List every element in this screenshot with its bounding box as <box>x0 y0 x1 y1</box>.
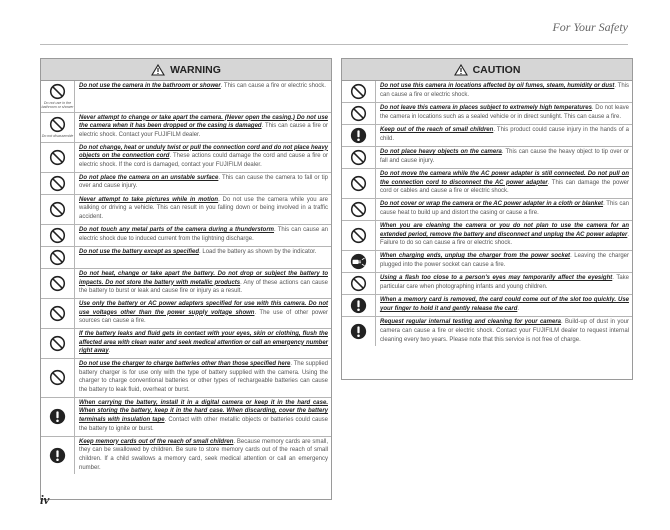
caution-row <box>342 317 632 346</box>
warning-emphasis: Never attempt to take pictures while in motion <box>79 196 219 203</box>
prohibition-icon <box>41 173 75 194</box>
caution-row <box>342 147 632 169</box>
caution-title-bar <box>342 59 632 81</box>
prohibition-icon <box>41 269 75 298</box>
header-rule <box>40 44 628 45</box>
caution-emphasis: Request regular internal testing and cleaning for your camera <box>380 319 561 326</box>
page-header-title: For Your Safety <box>552 20 628 34</box>
warning-text <box>75 299 331 328</box>
caution-text <box>376 147 632 168</box>
caution-body: . <box>517 305 520 312</box>
warning-text <box>75 329 331 358</box>
caution-triangle-icon <box>454 64 468 76</box>
warning-row <box>41 173 331 195</box>
warning-body: . This can cause a fire or electric shock. Contact your FUJIFILM dealer. <box>79 123 328 138</box>
warning-panel <box>40 58 332 500</box>
caution-emphasis: Do not cover or wrap the camera or the AC power adapter in a cloth or blanket <box>380 201 604 208</box>
caution-emphasis: Do not use this camera in locations affected by oil fumes, steam, humidity or dust <box>380 83 615 89</box>
prohibition-icon <box>342 103 376 124</box>
warning-body: . <box>108 348 111 355</box>
warning-body: . Any of these actions can cause the battery to burst or leak and cause fire or injury as a result. <box>79 279 328 295</box>
caution-text <box>376 221 632 250</box>
mandatory-action-icon <box>342 295 376 316</box>
mandatory-action-icon <box>41 437 75 475</box>
warning-emphasis: Do not use the battery except as specified <box>79 248 200 255</box>
caution-body: . Take particular care when photographing infants and young children. <box>380 275 630 290</box>
prohibition-icon <box>342 169 376 198</box>
warning-row <box>41 113 331 143</box>
caution-row <box>342 295 632 317</box>
warning-body: . This can cause a fire or electric shock. <box>220 83 326 89</box>
warning-rows <box>41 81 331 474</box>
warning-text <box>75 81 331 112</box>
icon-caption: Do not disassemble <box>41 134 74 138</box>
caution-row <box>342 199 632 221</box>
caution-body: . This can cause the heavy object to tip over or fall and cause injury. <box>380 149 629 164</box>
warning-title: WARNING <box>170 63 221 76</box>
caution-text <box>376 103 632 124</box>
caution-emphasis: When you are cleaning the camera or you do not plan to use the camera for an extended period, remove the battery and disconnect and unplug the AC power adapter <box>380 223 629 238</box>
prohibition-icon <box>41 113 75 142</box>
warning-body: . Because memory cards are small, they can be swallowed by children. Be sure to store memory cards out of the reach of small children. If a child swallows a memory card, seek medical attention or call an emergency number. <box>79 438 329 471</box>
prohibition-icon <box>342 81 376 102</box>
prohibition-icon <box>41 81 75 112</box>
caution-row <box>342 221 632 251</box>
caution-text <box>376 251 632 272</box>
prohibition-icon <box>342 273 376 294</box>
caution-text <box>376 125 632 146</box>
caution-body: . This can cause a fire or electric shock. <box>380 83 629 98</box>
caution-text <box>376 81 632 102</box>
warning-emphasis: Do not use the charger to charge batteries other than those specified here <box>79 361 291 367</box>
warning-body: . This can cause the camera to fall or tip over and cause injury. <box>79 174 328 190</box>
warning-row <box>41 143 331 173</box>
prohibition-icon <box>41 143 75 172</box>
warning-emphasis: Do not touch any metal parts of the camera during a thunderstorm <box>79 226 275 233</box>
caution-row <box>342 81 632 103</box>
warning-triangle-icon <box>151 64 165 76</box>
prohibition-icon <box>342 221 376 250</box>
caution-emphasis: Do not leave this camera in places subject to extremely high temperatures <box>380 105 592 111</box>
caution-text <box>376 169 632 198</box>
warning-body: . This can cause an electric shock due to induced current from the lightning discharge. <box>79 226 329 242</box>
warning-body: . The use of other power sources can cause a fire. <box>79 309 328 325</box>
warning-emphasis: When carrying the battery, install it in a digital camera or keep it in the hard case. When storing the battery, keep it in the hard case. When discarding, cover the battery terminals with insulation tape <box>79 399 328 424</box>
warning-body: . These actions could damage the cord and cause a fire or electric shock. If the cord is damaged, contact your FUJIFILM dealer. <box>79 153 328 169</box>
caution-row <box>342 103 632 125</box>
warning-text <box>75 398 331 436</box>
caution-text <box>376 295 632 316</box>
caution-emphasis: When charging ends, unplug the charger from the power socket <box>380 253 571 260</box>
warning-row <box>41 359 331 398</box>
warning-row <box>41 269 331 299</box>
prohibition-icon <box>41 359 75 397</box>
warning-text <box>75 143 331 172</box>
warning-body: . Load the battery as shown by the indicator. <box>199 248 317 255</box>
warning-emphasis: If the battery leaks and fluid gets in contact with your eyes, skin or clothing, flush the affected area with clean water and seek medical attention or call an emergency number right away <box>79 330 328 355</box>
warning-emphasis: Do not use the camera in the bathroom or shower <box>79 83 221 89</box>
warning-text <box>75 437 331 475</box>
warning-emphasis: Keep memory cards out of the reach of small children <box>79 438 234 445</box>
warning-row <box>41 329 331 359</box>
prohibition-icon <box>342 147 376 168</box>
warning-body: . Do not use the camera while you are walking or driving a vehicle. This can result in you falling down or being involved in a traffic accident. <box>79 196 329 221</box>
caution-emphasis: Keep out of the reach of small children <box>380 127 494 133</box>
warning-row <box>41 225 331 247</box>
caution-body: . This can damage the power cord or cables and cause a fire or electric shock. <box>380 179 629 195</box>
mandatory-action-icon <box>41 398 75 436</box>
caution-emphasis: When a memory card is removed, the card could come out of the slot too quickly. Use your finger to hold it and gently release the card <box>380 297 629 312</box>
caution-rows <box>342 81 632 346</box>
caution-row <box>342 169 632 199</box>
mandatory-action-icon <box>342 125 376 146</box>
prohibition-icon <box>342 199 376 220</box>
caution-text <box>376 199 632 220</box>
page-number: iv <box>40 492 50 507</box>
warning-body: . Contact with other metallic objects or batteries could cause the battery to ignite or burst. <box>79 417 328 432</box>
prohibition-icon <box>41 195 75 224</box>
caution-title: CAUTION <box>472 63 521 76</box>
warning-row <box>41 247 331 269</box>
caution-text <box>376 317 632 346</box>
mandatory-action-icon <box>342 317 376 346</box>
warning-row <box>41 299 331 329</box>
caution-panel <box>341 58 633 380</box>
warning-row <box>41 437 331 475</box>
caution-row <box>342 273 632 295</box>
warning-row <box>41 195 331 225</box>
warning-row <box>41 398 331 437</box>
warning-emphasis: Never attempt to change or take apart the camera. (Never open the casing.) Do not use the camera when it has been dropped or the casing is damaged <box>79 114 328 130</box>
prohibition-icon <box>41 225 75 246</box>
warning-title-bar <box>41 59 331 81</box>
prohibition-icon <box>41 247 75 268</box>
caution-row <box>342 125 632 147</box>
warning-emphasis: Do not place the camera on an unstable surface <box>79 174 219 181</box>
warning-text <box>75 247 331 268</box>
warning-text <box>75 173 331 194</box>
caution-row <box>342 251 632 273</box>
warning-row <box>41 81 331 113</box>
caution-body: . Do not leave the camera in locations such as a sealed vehicle or in direct sunlight. This can cause a fire. <box>380 105 629 120</box>
caution-emphasis: Using a flash too close to a person's eyes may temporarily affect the eyesight <box>380 275 613 282</box>
warning-text <box>75 269 331 298</box>
warning-emphasis: Do not heat, change or take apart the battery. Do not drop or subject the battery to impacts. Do not store the battery with metallic products <box>79 270 328 286</box>
warning-text <box>75 113 331 142</box>
unplug-icon <box>342 251 376 272</box>
caution-emphasis: Do not move the camera while the AC power adapter is still connected. Do not pull on the connection cord to disconnect the AC power adapter <box>380 171 629 186</box>
warning-emphasis: Use only the battery or AC power adapters specified for use with this camera. Do not use voltages other than the power supply voltage shown <box>79 300 328 316</box>
warning-text <box>75 225 331 246</box>
caution-emphasis: Do not place heavy objects on the camera <box>380 149 502 155</box>
warning-emphasis: Do not change, heat or unduly twist or pull the connection cord and do not place heavy objects on the connection cord <box>79 144 328 160</box>
caution-body: . This product could cause injury in the hands of a child. <box>380 127 630 142</box>
warning-text <box>75 195 331 224</box>
prohibition-icon <box>41 299 75 328</box>
caution-body: . This can cause heat to build up and distort the casing or cause a fire. <box>380 201 629 216</box>
caution-body: . Leaving the charger plugged into the power socket can cause a fire. <box>380 253 629 268</box>
icon-caption: Do not use in the bathroom or shower <box>41 101 74 110</box>
caution-text <box>376 273 632 294</box>
prohibition-icon <box>41 329 75 358</box>
warning-body: . The supplied battery charger is for use only with the type of battery supplied with the camera. Using the charger to charge conventional batteries or other types of rechargeable batteries can cause the battery to leak fluid, overheat or burst. <box>79 361 328 394</box>
warning-text <box>75 359 331 397</box>
caution-body: . Failure to do so can cause a fire or electric shock. <box>380 231 629 247</box>
caution-body: . Build-up of dust in your camera can cause a fire or electric shock. Contact your FUJIFILM dealer to request internal cleaning every two years. Please note that this service is not free of charge. <box>380 319 630 343</box>
